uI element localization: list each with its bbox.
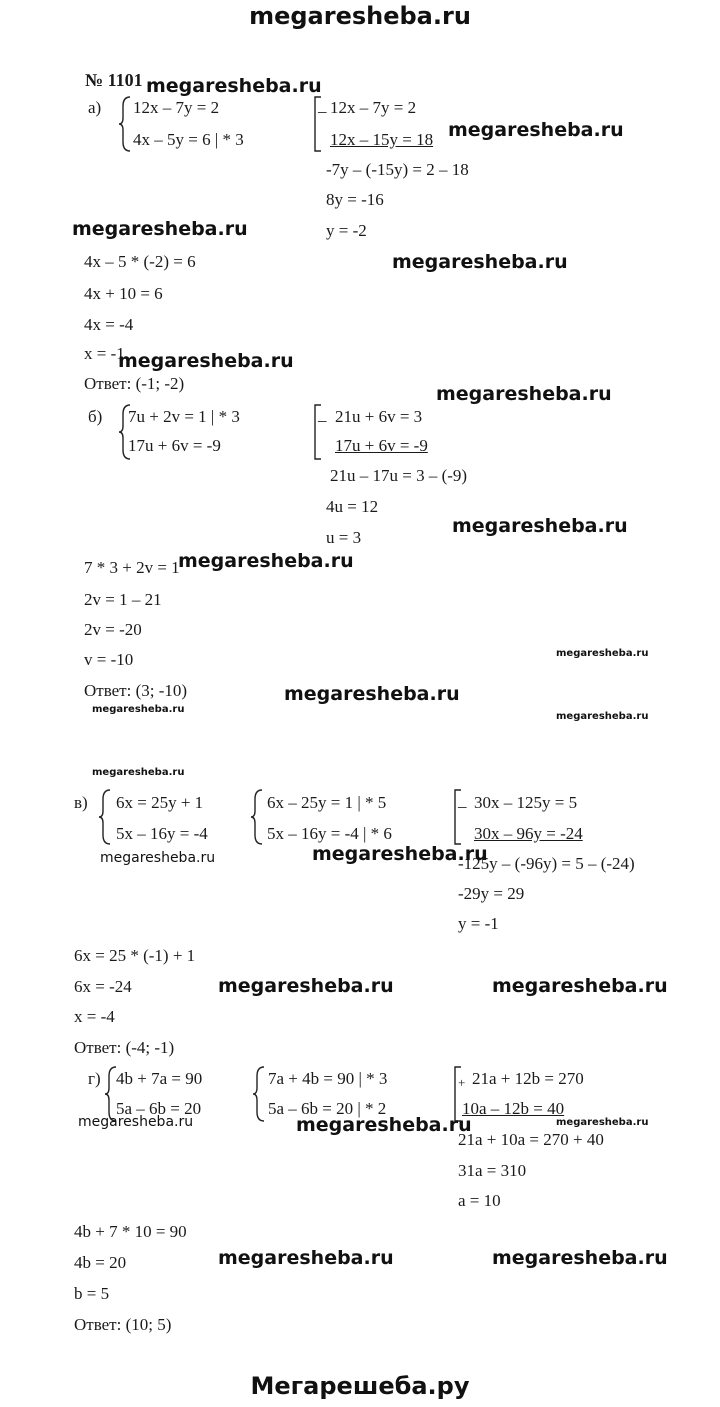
equation: 7a + 4b = 90 | * 3 [268,1069,388,1088]
watermark: megaresheba.ru [452,515,628,537]
watermark: megaresheba.ru [556,711,649,722]
minus-sign: _ [458,791,467,810]
watermark: megaresheba.ru [178,550,354,572]
site-header: megaresheba.ru [249,2,471,30]
watermark: megaresheba.ru [556,1117,649,1128]
watermark: megaresheba.ru [312,843,488,865]
watermark: megaresheba.ru [392,251,568,273]
solution-step: y = -1 [458,914,499,933]
equation: 6x = 25y + 1 [116,793,204,812]
equation: 4x – 5y = 6 | * 3 [133,130,244,149]
solution-step: y = -2 [326,221,367,240]
equation: 12x – 7y = 2 [330,98,417,117]
equation: 7u + 2v = 1 | * 3 [128,407,240,426]
watermark: megaresheba.ru [492,1247,668,1269]
watermark: megaresheba.ru [146,75,322,97]
equation: 5x – 16y = -4 [116,824,208,843]
solution-step: 31a = 310 [458,1161,527,1180]
solution-step: 4x + 10 = 6 [84,284,163,303]
solution-step: 2v = -20 [84,620,142,639]
watermark: megaresheba.ru [284,683,460,705]
watermark: megaresheba.ru [218,1247,394,1269]
watermark: megaresheba.ru [296,1114,472,1136]
solution-step: -125y – (-96y) = 5 – (-24) [458,854,635,873]
watermark: megaresheba.ru [100,850,216,866]
solution-step: 21u – 17u = 3 – (-9) [330,466,468,485]
watermark: megaresheba.ru [118,350,294,372]
solution-step: -29y = 29 [458,884,525,903]
watermark: megaresheba.ru [448,119,624,141]
problem-number: № 1101 [85,70,143,90]
equation: 30x – 96y = -24 [474,824,583,843]
part-v-label: в) [74,793,88,812]
watermark: megaresheba.ru [92,767,185,778]
solution-step: 4x = -4 [84,315,134,334]
equation: 17u + 6v = -9 [335,436,428,455]
equation: 21u + 6v = 3 [335,407,423,426]
equation: 10a – 12b = 40 [462,1099,565,1118]
solution-step: b = 5 [74,1284,110,1303]
solution-step: a = 10 [458,1191,501,1210]
solution-step: 6x = -24 [74,977,132,996]
answer: Ответ: (-1; -2) [84,374,185,393]
solution-step: 6x = 25 * (-1) + 1 [74,946,196,965]
watermark: megaresheba.ru [436,383,612,405]
brace-icon [252,1066,266,1122]
equation: 6x – 25y = 1 | * 5 [267,793,387,812]
solution-step: x = -4 [74,1007,115,1026]
equation: 21a + 12b = 270 [472,1069,584,1088]
watermark: megaresheba.ru [556,648,649,659]
solution-step: 21a + 10a = 270 + 40 [458,1130,604,1149]
watermark: megaresheba.ru [92,704,185,715]
solution-step: 4u = 12 [326,497,379,516]
watermark: megaresheba.ru [78,1114,194,1130]
part-g-label: г) [88,1069,101,1088]
solution-step: 4b + 7 * 10 = 90 [74,1222,187,1241]
brace-icon [98,789,112,845]
watermark: megaresheba.ru [72,218,248,240]
solution-step: 7 * 3 + 2v = 1 [84,558,180,577]
solution-step: 8y = -16 [326,190,384,209]
equation: 5a – 6b = 20 [116,1099,202,1118]
equation: 12x – 15y = 18 [330,130,434,149]
solution-step: u = 3 [326,528,362,547]
equation: 4b + 7a = 90 [116,1069,203,1088]
solution-step: 2v = 1 – 21 [84,590,162,609]
solution-step: 4b = 20 [74,1253,127,1272]
answer: Ответ: (3; -10) [84,681,188,700]
solution-step: x = -1 [84,344,125,363]
answer: Ответ: (10; 5) [74,1315,172,1334]
equation: 5x – 16y = -4 | * 6 [267,824,392,843]
brace-icon [250,789,264,845]
equation: 12x – 7y = 2 [133,98,220,117]
brace-icon [118,96,132,152]
solution-step: v = -10 [84,650,134,669]
solution-step: -7y – (-15y) = 2 – 18 [326,160,469,179]
part-a-label: а) [88,98,102,117]
watermark: megaresheba.ru [218,975,394,997]
minus-sign: _ [318,96,327,115]
equation: 17u + 6v = -9 [128,436,221,455]
part-b-label: б) [88,407,103,426]
answer: Ответ: (-4; -1) [74,1038,175,1057]
plus-sign: + [458,1075,466,1090]
minus-sign: _ [318,405,327,424]
solution-step: 4x – 5 * (-2) = 6 [84,252,196,271]
equation: 5a – 6b = 20 | * 2 [268,1099,387,1118]
equation: 30x – 125y = 5 [474,793,578,812]
watermark: megaresheba.ru [492,975,668,997]
site-footer: Мегарешеба.ру [250,1372,470,1400]
